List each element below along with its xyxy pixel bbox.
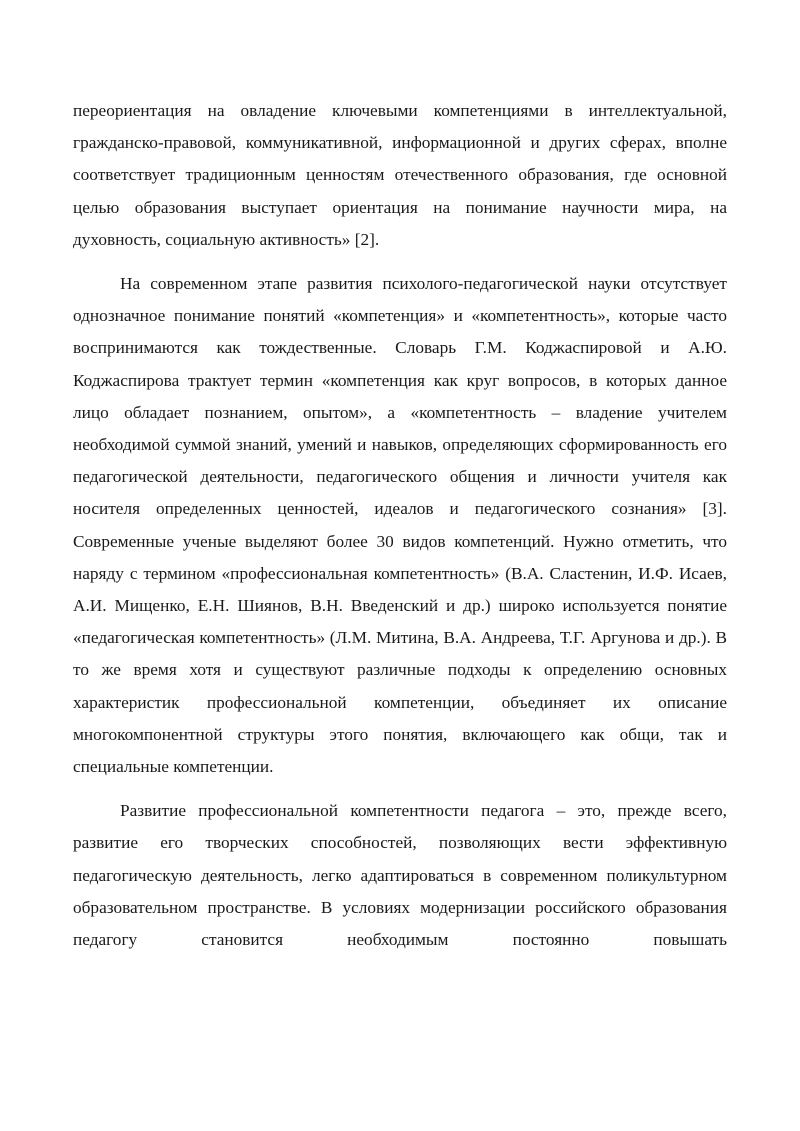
text-column: [73, 95, 727, 956]
paragraph-2: На современном этапе развития психолого-педагогической науки отсутствует однозначное понимание понятий «компетенция» и «компетентность», которые часто воспринимаются как тождественные. Словарь Г.М. Коджаспировой и А.Ю. Коджаспирова трактует термин «компетенция как круг вопросов, в которых данное лицо обладает познанием, опытом», а «компетентность – владение учителем необходимой суммой знаний, умений и навыков, определяющих сформированность его педагогической деятельности, педагогического общения и личности учителя как носителя определенных ценностей, идеалов и педагогического сознания» [3]. Современные ученые выделяют более 30 видов компетенций. Нужно отметить, что наряду с термином «профессиональная компетентность» (В.А. Сластенин, И.Ф. Исаев, А.И. Мищенко, Е.Н. Шиянов, В.Н. Введенский и др.) широко используется понятие «педагогическая компетентность» (Л.М. Митина, В.А. Андреева, Т.Г. Аргунова и др.). В то же время хотя и существуют различные подходы к определению основных характеристик профессиональной компетенции, объединяет их описание многокомпонентной структуры этого понятия, включающего как общи, так и специальные компетенции.: [73, 274, 727, 777]
paragraph-3: Развитие профессиональной компетентности педагога – это, прежде всего, развитие его творческих способностей, позволяющих вести эффективную педагогическую деятельность, легко адаптироваться в современном поликультурном образовательном пространстве. В условиях модернизации российского образования педагогу становится необходимым постоянно повышать: [73, 801, 727, 950]
paragraph-1: переориентация на овладение ключевыми компетенциями в интеллектуальной, гражданско-правовой, коммуникативной, информационной и других сферах, вполне соответствует традиционным ценностям отечественного образования, где основной целью образования выступает ориентация на понимание научности мира, на духовность, социальную активность» [2].: [73, 101, 727, 249]
